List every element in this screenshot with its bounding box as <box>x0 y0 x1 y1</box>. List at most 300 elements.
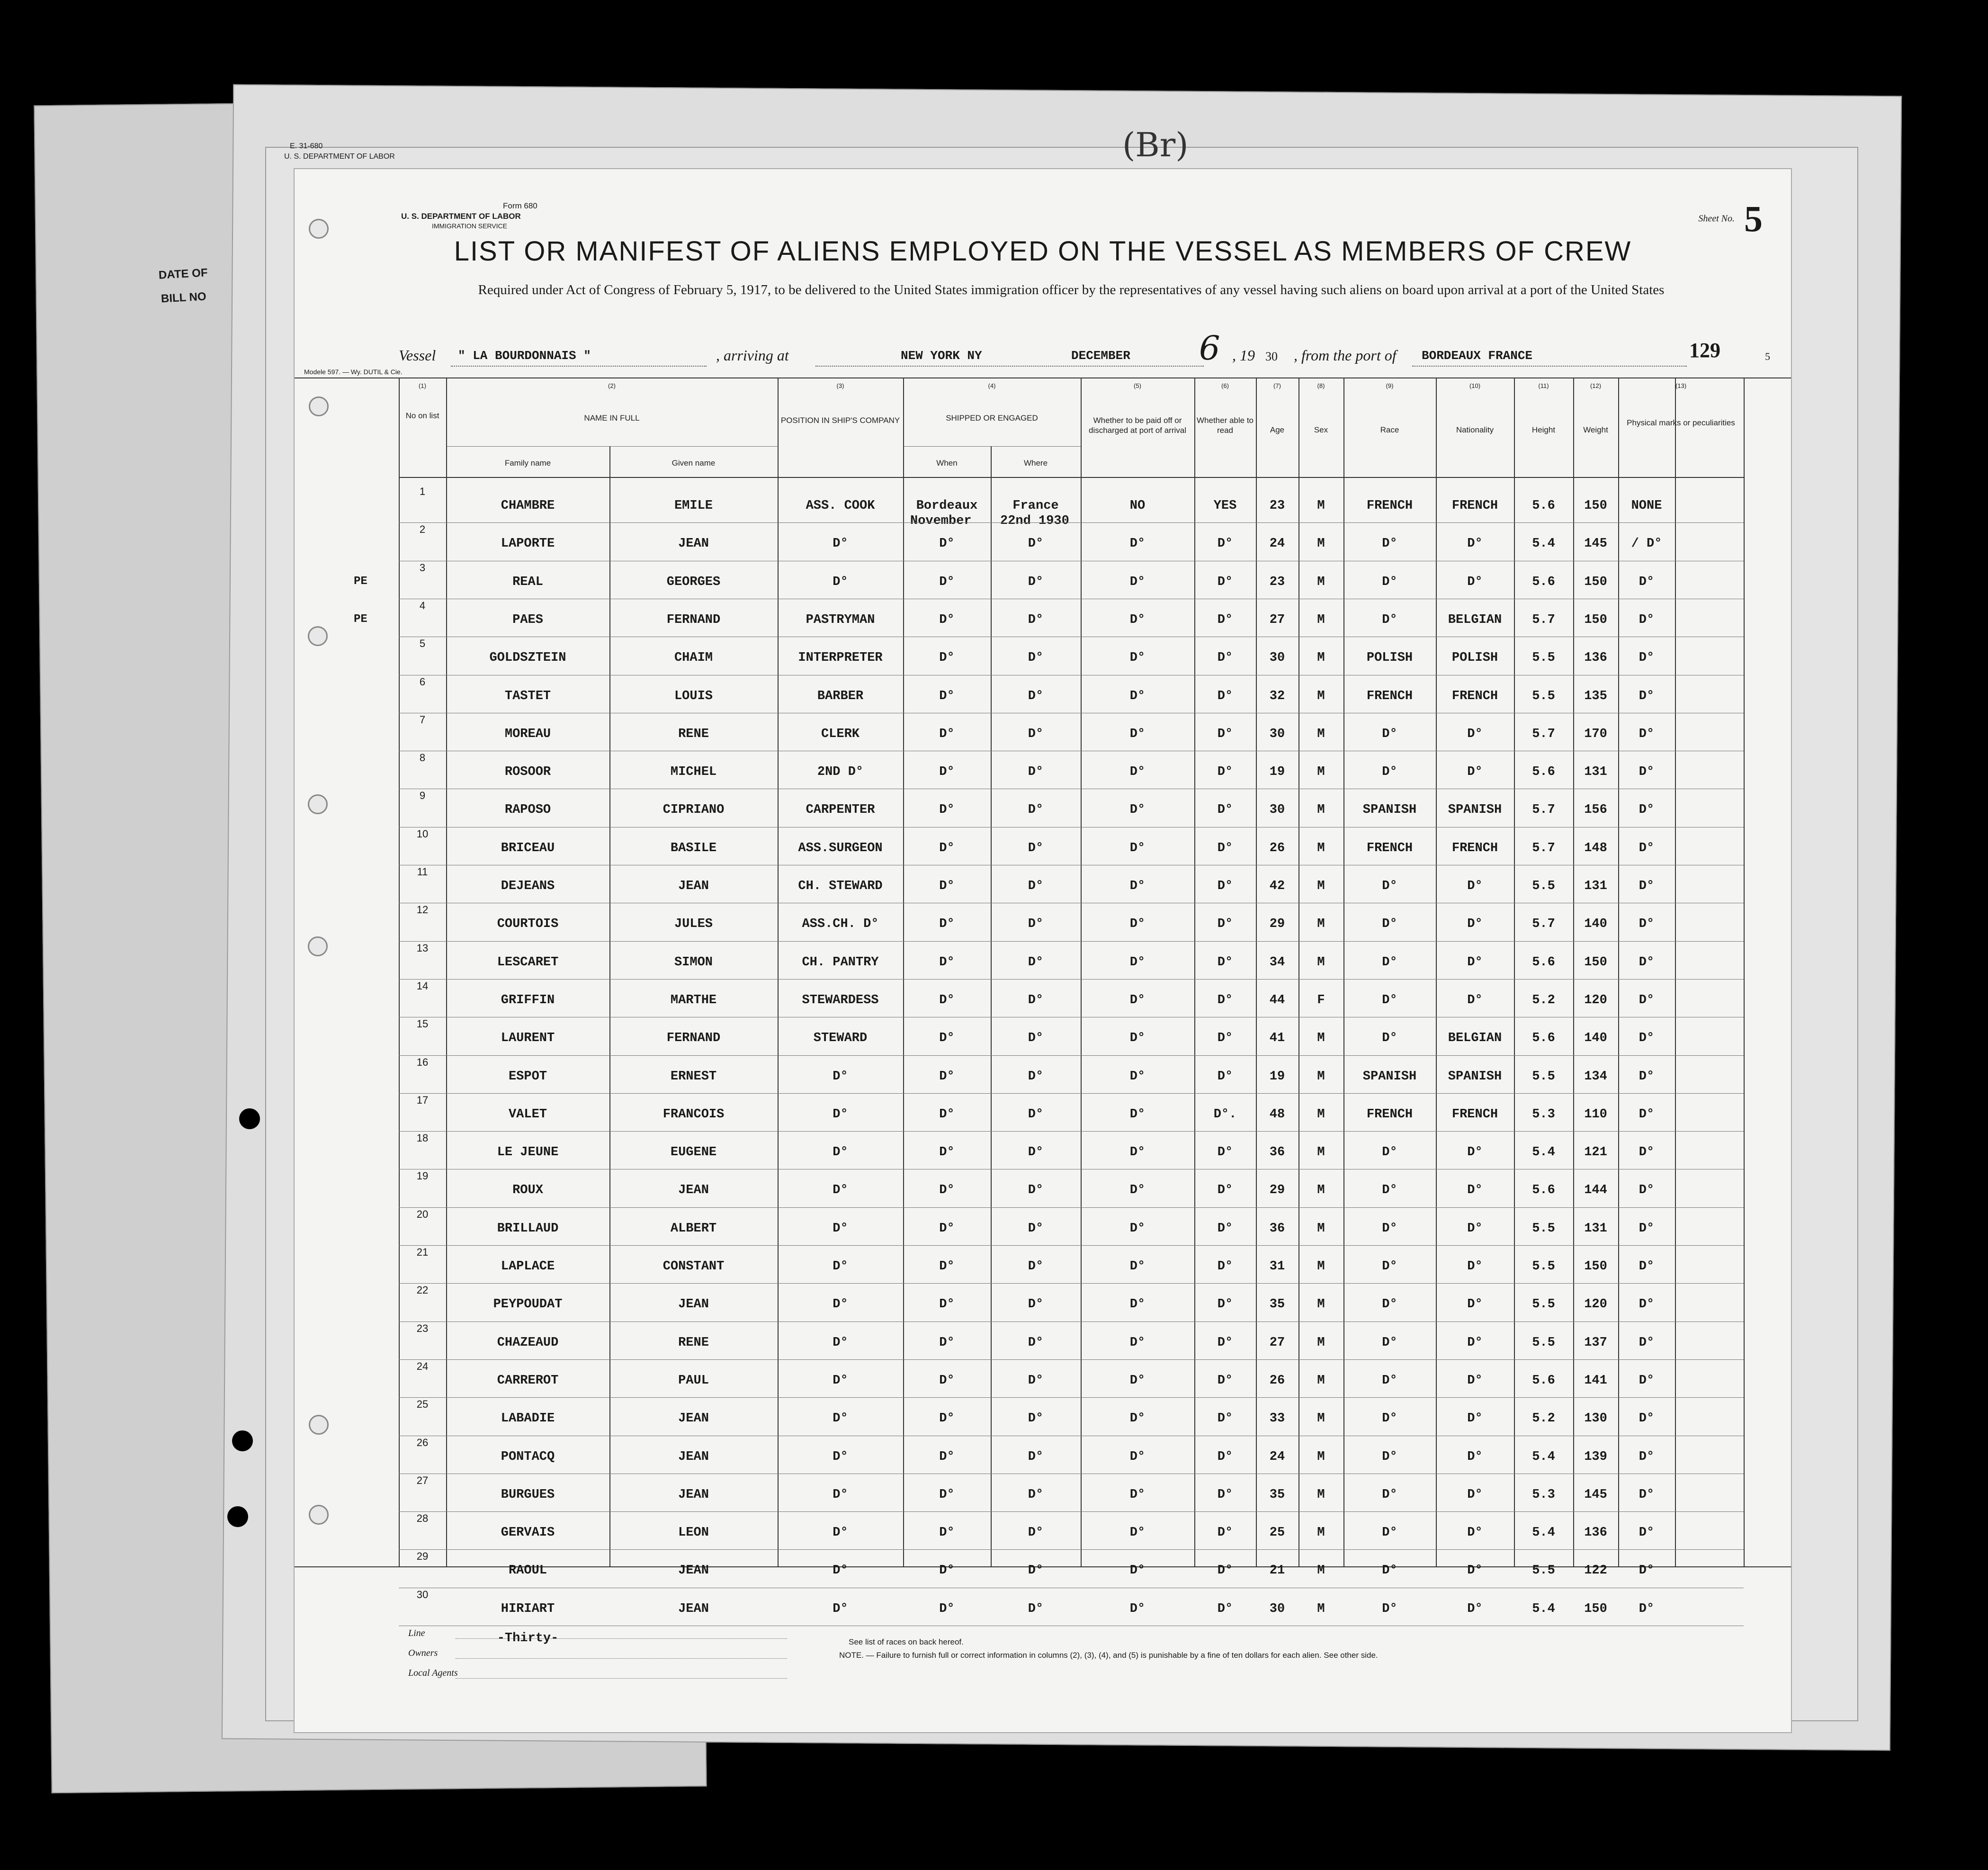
cell-when: D° <box>939 1335 955 1350</box>
model-line: Modele 597. — Wy. DUTIL & Cie. <box>304 368 403 376</box>
cell-weight: 120 <box>1584 1297 1607 1312</box>
cell-race: D° <box>1382 1297 1397 1312</box>
row-number: 24 <box>416 1360 429 1372</box>
cell-marks: D° <box>1639 1259 1655 1274</box>
cell-read: D° <box>1217 765 1233 780</box>
cell-height: 5.5 <box>1532 879 1555 893</box>
owners-label: Owners <box>408 1648 438 1658</box>
table-row <box>295 752 1791 790</box>
cell-given: ALBERT <box>670 1221 717 1236</box>
cell-height: 5.4 <box>1532 1526 1555 1540</box>
cell-when: D° <box>939 1487 955 1502</box>
cell-family: ROSOOR <box>504 765 551 780</box>
cell-marks: D° <box>1639 917 1655 932</box>
cell-marks: D° <box>1639 1145 1655 1160</box>
cell-weight: 136 <box>1584 651 1607 665</box>
cell-position: D° <box>833 1601 848 1616</box>
cell-when: D° <box>939 765 955 780</box>
cell-where: France <box>1012 499 1059 513</box>
table-row <box>295 1208 1791 1246</box>
cell-race: D° <box>1382 1031 1397 1046</box>
row-rule <box>399 1549 1744 1550</box>
cell-where: D° <box>1028 879 1044 893</box>
row-number: 1 <box>419 485 426 497</box>
page-suffix: 5 <box>1765 351 1770 362</box>
cell-weight: 148 <box>1584 841 1607 855</box>
cell-weight: 122 <box>1584 1564 1607 1578</box>
cell-paid: D° <box>1129 1564 1146 1578</box>
cell-where: D° <box>1028 1564 1044 1578</box>
cell-weight: 150 <box>1584 575 1607 589</box>
cell-given: FERNAND <box>666 612 721 627</box>
cell-read: D° <box>1217 689 1233 703</box>
row-number: 22 <box>416 1284 429 1296</box>
cell-weight: 150 <box>1584 1259 1607 1274</box>
cell-age: 23 <box>1269 575 1285 589</box>
cell-where: D° <box>1028 1069 1044 1084</box>
cell-family: LESCARET <box>497 955 559 970</box>
cell-position: D° <box>833 537 848 551</box>
cell-weight: 131 <box>1584 765 1607 780</box>
cell-position: D° <box>833 1107 848 1122</box>
cell-paid: D° <box>1129 575 1146 589</box>
cell-nationality: D° <box>1467 1145 1483 1160</box>
cell-sex: M <box>1317 803 1325 818</box>
cell-age: 26 <box>1269 1373 1285 1388</box>
cell-given: JEAN <box>678 879 709 893</box>
cell-where: D° <box>1028 803 1044 818</box>
cell-weight: 141 <box>1584 1373 1607 1388</box>
cell-sex: M <box>1317 689 1325 703</box>
cell-age: 36 <box>1269 1221 1285 1236</box>
cell-given: CONSTANT <box>663 1259 725 1274</box>
cell-given: MARTHE <box>670 993 717 1007</box>
row-number: 9 <box>419 790 426 802</box>
cell-position: D° <box>833 1335 848 1350</box>
cell-paid: D° <box>1129 1601 1146 1616</box>
cell-position: PASTRYMAN <box>806 612 875 627</box>
cell-where: D° <box>1028 1601 1044 1616</box>
cell-paid: D° <box>1129 765 1146 780</box>
cell-given: RENE <box>678 727 709 741</box>
cell-height: 5.6 <box>1532 765 1555 780</box>
table-row <box>295 676 1791 714</box>
cell-when: D° <box>939 1069 955 1084</box>
cell-read: D° <box>1217 1373 1233 1388</box>
cell-paid: D° <box>1129 1107 1146 1122</box>
cell-family: DEJEANS <box>501 879 555 893</box>
cell-paid: D° <box>1129 803 1146 818</box>
cell-height: 5.7 <box>1532 917 1555 932</box>
table-row <box>295 1284 1791 1322</box>
cell-where: D° <box>1028 993 1044 1007</box>
cell-sex: M <box>1317 1031 1325 1046</box>
cell-sex: M <box>1317 1069 1325 1084</box>
service: IMMIGRATION SERVICE <box>432 222 507 230</box>
sheet-number-label: Sheet No. <box>1698 213 1735 224</box>
cell-position: D° <box>833 1564 848 1578</box>
vessel-name: " LA BOURDONNAIS " <box>458 349 591 363</box>
cell-family: LAPLACE <box>501 1259 555 1274</box>
cell-height: 5.7 <box>1532 727 1555 741</box>
cell-family: MOREAU <box>504 727 551 741</box>
cell-age: 30 <box>1269 803 1285 818</box>
cell-when: D° <box>939 1221 955 1236</box>
cell-height: 5.6 <box>1532 1373 1555 1388</box>
cell-read: D° <box>1217 537 1233 551</box>
cell-marks: D° <box>1639 879 1655 893</box>
cell-marks: D° <box>1639 1183 1655 1198</box>
cell-sex: M <box>1317 955 1325 970</box>
row-rule <box>399 1359 1744 1360</box>
cell-sex: M <box>1317 499 1325 513</box>
column-number: (10) <box>1469 382 1481 389</box>
cell-sex: M <box>1317 1297 1325 1312</box>
cell-age: 23 <box>1269 499 1285 513</box>
cell-given: EMILE <box>674 499 713 513</box>
cell-marks: D° <box>1639 1526 1655 1540</box>
cell-read: D° <box>1217 1564 1233 1578</box>
cell-given: FERNAND <box>666 1031 721 1046</box>
cell-family: PONTACQ <box>501 1449 555 1464</box>
cell-race: D° <box>1382 1145 1397 1160</box>
cell-age: 34 <box>1269 955 1285 970</box>
year-prefix: , 19 <box>1232 347 1255 364</box>
cell-sex: M <box>1317 1335 1325 1350</box>
cell-sex: M <box>1317 537 1325 551</box>
cell-given: CIPRIANO <box>663 803 725 818</box>
cell-height: 5.5 <box>1532 1259 1555 1274</box>
cell-marks: D° <box>1639 803 1655 818</box>
cell-paid: D° <box>1129 1145 1146 1160</box>
cell-nationality: D° <box>1467 1221 1483 1236</box>
cell-read: D° <box>1217 575 1233 589</box>
cell-nationality: D° <box>1467 1411 1483 1426</box>
cell-weight: 137 <box>1584 1335 1607 1350</box>
cell-weight: 150 <box>1584 1601 1607 1616</box>
cell-height: 5.6 <box>1532 955 1555 970</box>
cell-when: D° <box>939 841 955 855</box>
column-number: (11) <box>1538 382 1549 389</box>
column-header: Height <box>1531 425 1556 434</box>
table-row <box>295 1246 1791 1284</box>
cell-height: 5.4 <box>1532 537 1555 551</box>
row-number: 8 <box>419 752 426 764</box>
cell-age: 29 <box>1269 1183 1285 1198</box>
cell-when: D° <box>939 1183 955 1198</box>
cell-read: D° <box>1217 1221 1233 1236</box>
cell-paid: D° <box>1129 1031 1146 1046</box>
cell-given: JEAN <box>678 1487 709 1502</box>
cell-paid: D° <box>1129 1487 1146 1502</box>
row-number: 5 <box>419 638 426 650</box>
cell-race: FRENCH <box>1366 499 1413 513</box>
cell-nationality: D° <box>1467 727 1483 741</box>
cell-marks: D° <box>1639 1411 1655 1426</box>
cell-when: D° <box>939 727 955 741</box>
row-number: 19 <box>416 1170 429 1182</box>
column-header: Nationality <box>1456 425 1494 434</box>
cell-nationality: D° <box>1467 537 1483 551</box>
cell-read: D° <box>1217 1145 1233 1160</box>
cell-position: D° <box>833 575 848 589</box>
cell-when: D° <box>939 1526 955 1540</box>
table-row <box>295 1170 1791 1208</box>
table-row <box>295 866 1791 904</box>
cell-marks: D° <box>1639 651 1655 665</box>
cell-family: TASTET <box>504 689 551 703</box>
cell-paid: D° <box>1129 1373 1146 1388</box>
column-number: (1) <box>419 382 426 389</box>
cell-marks: / D° <box>1631 537 1662 551</box>
cell-height: 5.5 <box>1532 651 1555 665</box>
cell-nationality: D° <box>1467 1487 1483 1502</box>
cell-given: JEAN <box>678 1411 709 1426</box>
cell-age: 26 <box>1269 841 1285 855</box>
arrival-month: DECEMBER <box>1071 349 1130 363</box>
cell-where: D° <box>1028 765 1044 780</box>
fine-note: NOTE. — Failure to furnish full or correct information in columns (2), (3), (4), and (5) is punishable by a fine of ten dollars for each alien. See other side. <box>839 1651 1378 1660</box>
cell-read: D° <box>1217 1411 1233 1426</box>
cell-paid: D° <box>1129 1183 1146 1198</box>
column-header: When <box>936 459 958 468</box>
cell-race: D° <box>1382 1335 1397 1350</box>
cell-weight: 136 <box>1584 1526 1607 1540</box>
cell-race: D° <box>1382 612 1397 627</box>
cell-race: D° <box>1382 1221 1397 1236</box>
background-date-of: DATE OF <box>158 266 208 282</box>
cell-nationality: D° <box>1467 1373 1483 1388</box>
cell-family: BURGUES <box>501 1487 555 1502</box>
table-row <box>295 1056 1791 1094</box>
cell-nationality: D° <box>1467 1601 1483 1616</box>
cell-position: ASS.CH. D° <box>802 917 879 932</box>
row-number: 28 <box>416 1512 429 1525</box>
cell-nationality: SPANISH <box>1448 803 1502 818</box>
cell-given: RENE <box>678 1335 709 1350</box>
vessel-label: Vessel <box>399 347 436 364</box>
cell-nationality: D° <box>1467 1297 1483 1312</box>
cell-weight: 156 <box>1584 803 1607 818</box>
cell-nationality: FRENCH <box>1451 689 1498 703</box>
cell-position: D° <box>833 1449 848 1464</box>
table-row <box>295 1094 1791 1132</box>
cell-when: Bordeaux <box>916 499 978 513</box>
cell-given: LOUIS <box>674 689 713 703</box>
cell-age: 33 <box>1269 1411 1285 1426</box>
row-number: 10 <box>416 827 429 840</box>
cell-when: D° <box>939 879 955 893</box>
cell-when: D° <box>939 955 955 970</box>
cell-marks: D° <box>1639 1297 1655 1312</box>
cell-race: D° <box>1382 575 1397 589</box>
cell-nationality: D° <box>1467 1449 1483 1464</box>
punch-hole <box>227 1506 248 1527</box>
cell-when: D° <box>939 803 955 818</box>
cell-read: D° <box>1217 1487 1233 1502</box>
cell-family: VALET <box>508 1107 547 1122</box>
cell-sex: M <box>1317 727 1325 741</box>
cell-given: JEAN <box>678 1564 709 1578</box>
cell-where: D° <box>1028 1411 1044 1426</box>
cell-family: CARREROT <box>497 1373 559 1388</box>
cell-weight: 145 <box>1584 1487 1607 1502</box>
cell-age: 27 <box>1269 612 1285 627</box>
cell-marks: D° <box>1639 1069 1655 1084</box>
cell-where: D° <box>1028 1297 1044 1312</box>
form-number: Form 680 <box>503 201 537 210</box>
column-number: (5) <box>1134 382 1141 389</box>
cell-race: SPANISH <box>1362 803 1417 818</box>
cell-age: 30 <box>1269 651 1285 665</box>
cell-race: POLISH <box>1366 651 1413 665</box>
cell-sex: M <box>1317 879 1325 893</box>
cell-read: D° <box>1217 1259 1233 1274</box>
row-number: 15 <box>416 1018 429 1030</box>
cell-sex: M <box>1317 765 1325 780</box>
cell-height: 5.2 <box>1532 993 1555 1007</box>
cell-sex: F <box>1317 993 1325 1007</box>
cell-when: D° <box>939 575 955 589</box>
background-form-ref: E. 31-680 <box>290 142 323 150</box>
cell-age: 41 <box>1269 1031 1285 1046</box>
row-number: 30 <box>416 1588 429 1600</box>
cell-height: 5.5 <box>1532 1564 1555 1578</box>
cell-where: D° <box>1028 537 1044 551</box>
cell-family: REAL <box>512 575 543 589</box>
cell-paid: D° <box>1129 537 1146 551</box>
cell-marks: D° <box>1639 689 1655 703</box>
department: U. S. DEPARTMENT OF LABOR <box>401 212 521 221</box>
column-number: (6) <box>1221 382 1229 389</box>
cell-position: D° <box>833 1145 848 1160</box>
table-row <box>295 600 1791 638</box>
column-number: (12) <box>1590 382 1602 389</box>
cell-position: D° <box>833 1069 848 1084</box>
cell-race: D° <box>1382 537 1397 551</box>
cell-sex: M <box>1317 1145 1325 1160</box>
cell-read: D° <box>1217 727 1233 741</box>
cell-sex: M <box>1317 1487 1325 1502</box>
row-number: 18 <box>416 1132 429 1144</box>
cell-height: 5.7 <box>1532 612 1555 627</box>
row-rule <box>399 979 1744 980</box>
cell-given: ERNEST <box>670 1069 717 1084</box>
cell-read: D° <box>1217 917 1233 932</box>
cell-weight: 120 <box>1584 993 1607 1007</box>
row-number: 2 <box>419 523 426 536</box>
cell-race: FRENCH <box>1366 1107 1413 1122</box>
cell-race: D° <box>1382 1449 1397 1464</box>
cell-height: 5.5 <box>1532 1221 1555 1236</box>
cell-sex: M <box>1317 1221 1325 1236</box>
cell-paid: D° <box>1129 841 1146 855</box>
cell-position: D° <box>833 1373 848 1388</box>
cell-where: D° <box>1028 1183 1044 1198</box>
row-rule <box>399 522 1744 523</box>
cell-when: D° <box>939 1411 955 1426</box>
cell-given: JEAN <box>678 1601 709 1616</box>
table-row <box>295 1437 1791 1474</box>
races-note: See list of races on back hereof. <box>849 1637 964 1646</box>
cell-position: INTERPRETER <box>798 651 883 665</box>
cell-paid: D° <box>1129 612 1146 627</box>
row-rule <box>399 1283 1744 1284</box>
cell-family: PAES <box>512 612 543 627</box>
cell-height: 5.4 <box>1532 1449 1555 1464</box>
cell-where: D° <box>1028 575 1044 589</box>
cell-paid: D° <box>1129 993 1146 1007</box>
cell-sex: M <box>1317 1564 1325 1578</box>
cell-weight: 131 <box>1584 1221 1607 1236</box>
total-count: -Thirty- <box>497 1631 559 1645</box>
cell-given: BASILE <box>670 841 717 855</box>
table-row <box>295 980 1791 1018</box>
name-subheader-rule <box>446 446 778 447</box>
table-row <box>295 790 1791 827</box>
row-rule <box>399 1207 1744 1208</box>
cell-weight: 140 <box>1584 917 1607 932</box>
engaged-date: November <box>910 514 972 528</box>
cell-read: D° <box>1217 1601 1233 1616</box>
table-row <box>295 828 1791 866</box>
cell-where: D° <box>1028 651 1044 665</box>
cell-family: ROUX <box>512 1183 543 1198</box>
cell-where: D° <box>1028 1259 1044 1274</box>
column-number: (8) <box>1317 382 1325 389</box>
cell-when: D° <box>939 993 955 1007</box>
cell-where: D° <box>1028 1449 1044 1464</box>
cell-nationality: D° <box>1467 765 1483 780</box>
cell-nationality: D° <box>1467 1335 1483 1350</box>
cell-given: MICHEL <box>670 765 717 780</box>
cell-nationality: D° <box>1467 575 1483 589</box>
cell-when: D° <box>939 1373 955 1388</box>
cell-nationality: D° <box>1467 955 1483 970</box>
cell-height: 5.4 <box>1532 1601 1555 1616</box>
cell-age: 44 <box>1269 993 1285 1007</box>
sheet-number-value: 5 <box>1744 198 1763 239</box>
year-suffix: 30 <box>1265 350 1278 363</box>
cell-nationality: BELGIAN <box>1448 1031 1502 1046</box>
cell-read: D° <box>1217 1031 1233 1046</box>
cell-weight: 150 <box>1584 499 1607 513</box>
cell-marks: D° <box>1639 1449 1655 1464</box>
cell-race: D° <box>1382 993 1397 1007</box>
cell-given: PAUL <box>678 1373 709 1388</box>
cell-read: D° <box>1217 803 1233 818</box>
cell-where: D° <box>1028 841 1044 855</box>
column-number: (4) <box>988 382 996 389</box>
cell-race: D° <box>1382 955 1397 970</box>
table-row <box>295 1132 1791 1170</box>
column-header: Physical marks or peculiarities <box>1627 418 1735 427</box>
column-header: SHIPPED OR ENGAGED <box>946 414 1038 423</box>
column-header: No on list <box>405 411 439 420</box>
table-row <box>295 1398 1791 1436</box>
cell-when: D° <box>939 1031 955 1046</box>
cell-marks: D° <box>1639 1031 1655 1046</box>
cell-sex: M <box>1317 1373 1325 1388</box>
row-rule <box>399 1245 1744 1246</box>
cell-height: 5.5 <box>1532 689 1555 703</box>
column-header: POSITION IN SHIP'S COMPANY <box>780 416 900 425</box>
cell-where: D° <box>1028 727 1044 741</box>
cell-weight: 130 <box>1584 1411 1607 1426</box>
cell-where: D° <box>1028 1373 1044 1388</box>
cell-sex: M <box>1317 612 1325 627</box>
column-header: NAME IN FULL <box>584 414 640 423</box>
